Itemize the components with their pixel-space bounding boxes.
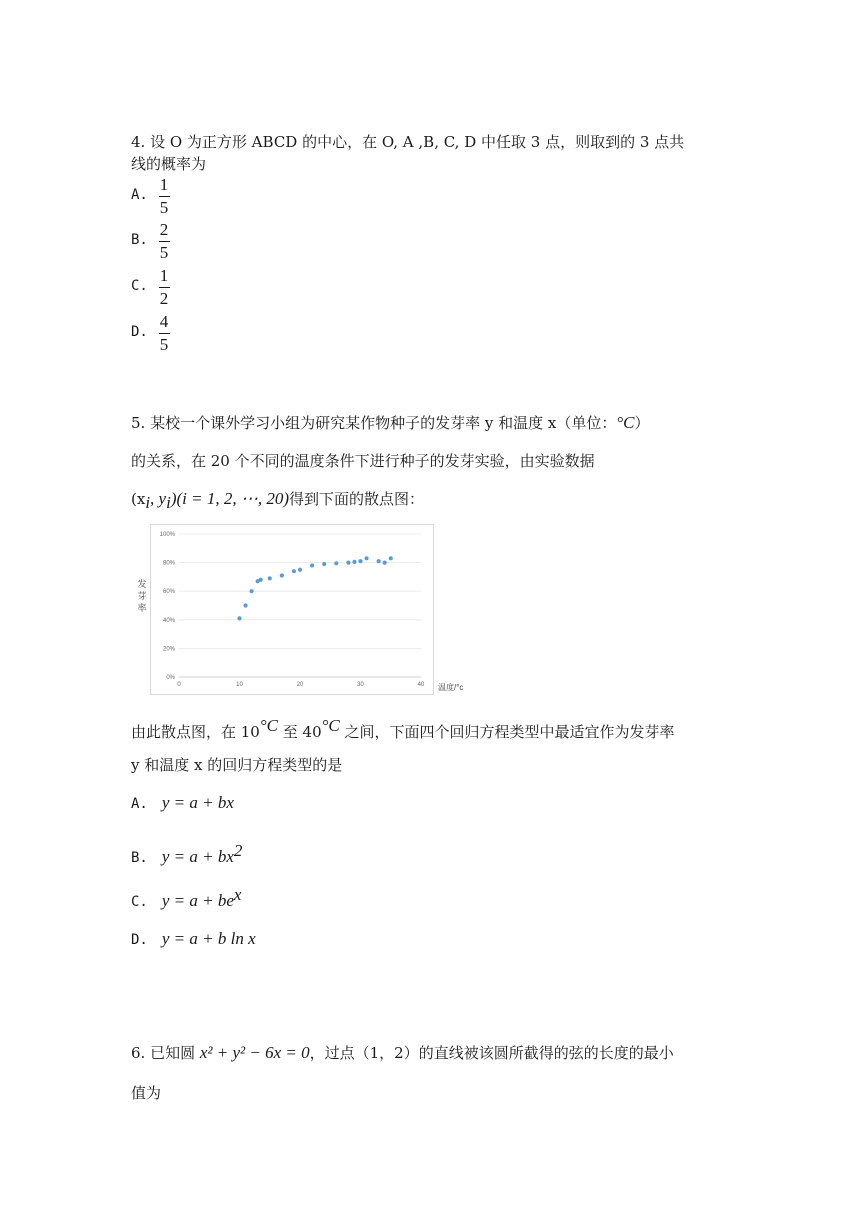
- q4-option-label: A.: [131, 187, 148, 203]
- q5-option-exponent: 2: [233, 841, 243, 860]
- x-axis-label: 温度/°c: [438, 683, 464, 692]
- x-tick-label: 20: [296, 682, 304, 688]
- q5-option-expression: y = a + bx: [161, 847, 234, 866]
- x-tick-label: 0: [177, 682, 181, 688]
- q4-option-fraction: [157, 313, 171, 354]
- x-tick-label: 10: [236, 682, 243, 688]
- data-point: [346, 561, 350, 565]
- fraction-numerator: 1: [159, 175, 169, 194]
- fraction-denominator: 5: [159, 335, 169, 354]
- q4-option-label: C.: [131, 278, 148, 294]
- y-tick-label: 80%: [162, 560, 175, 567]
- q6-line1: 6. 已知圆 x² + y² − 6x = 0，过点（1，2）的直线被该圆所截得的弦的长度的最小: [131, 1043, 674, 1062]
- q4-option-label: D.: [131, 324, 148, 340]
- q4-stem-line2: 线的概率为: [131, 155, 207, 173]
- data-point: [322, 562, 326, 566]
- q4-option-fraction: [157, 221, 171, 262]
- y-axis-label: [132, 578, 152, 614]
- q5-option-exponent: x: [233, 885, 242, 904]
- data-point: [334, 561, 338, 565]
- q5-option-label: C.: [131, 894, 148, 910]
- q4-option-fraction: [157, 176, 171, 217]
- y-tick-label: 20%: [162, 646, 175, 653]
- q5-option: [131, 841, 242, 867]
- q5-option-label: A.: [131, 796, 148, 812]
- fraction-bar: [159, 333, 170, 334]
- fraction-bar: [159, 196, 170, 197]
- data-point: [358, 559, 362, 563]
- q5-option: [131, 929, 256, 949]
- data-point: [377, 559, 381, 563]
- fraction-bar: [159, 241, 170, 242]
- q5-option: [131, 793, 234, 813]
- data-point: [250, 589, 254, 593]
- data-point: [259, 578, 263, 582]
- q5-option-label: B.: [131, 850, 148, 866]
- data-point: [292, 569, 296, 573]
- fraction-denominator: 5: [159, 198, 169, 217]
- q4-option-fraction: [157, 267, 171, 308]
- fraction-denominator: 2: [159, 289, 169, 308]
- q5-line3: ($x_i$, $y_i)(i = 1$, 2, ⋯, 20)得到下面的散点图：: [131, 489, 425, 512]
- y-tick-label: 40%: [162, 617, 175, 624]
- scatter-chart: [150, 524, 434, 695]
- q5-option-expression: y = a + bx: [161, 793, 234, 812]
- y-tick-label: 100%: [159, 532, 175, 538]
- q5-line1: 5. 某校一个课外学习小组为研究某作物种子的发芽率 y 和温度 x（单位：°C）: [131, 413, 650, 432]
- y-axis-label-char: 发: [137, 579, 147, 589]
- fraction-bar: [159, 287, 170, 288]
- x-tick-label: 40: [417, 682, 425, 688]
- q5-line2: 的关系，在 20 个不同的温度条件下进行种子的发芽实验，由实验数据: [131, 452, 595, 470]
- y-tick-label: 0%: [166, 675, 175, 681]
- data-point: [298, 568, 302, 572]
- data-point: [268, 576, 272, 580]
- y-tick-label: 60%: [162, 589, 175, 596]
- fraction-denominator: 5: [159, 243, 169, 262]
- y-axis-label-char: 率: [137, 603, 147, 613]
- data-point: [237, 616, 241, 620]
- fraction-numerator: 1: [159, 266, 169, 285]
- q4-option-label: B.: [131, 232, 148, 248]
- y-axis-label-char: 芽: [137, 591, 147, 601]
- q5-after-line2: y 和温度 x 的回归方程类型的是: [131, 756, 343, 774]
- data-point: [243, 603, 247, 607]
- x-tick-label: 30: [357, 682, 364, 688]
- scatter-plot-svg: [151, 525, 433, 694]
- data-point: [383, 561, 387, 565]
- q4-stem-line1: 4. 设 O 为正方形 ABCD 的中心，在 O, A ,B, C, D 中任取 3 点，则取到的 3 点共: [131, 133, 685, 151]
- fraction-numerator: 2: [159, 220, 169, 239]
- data-point: [389, 556, 393, 560]
- q6-line2: 值为: [131, 1084, 162, 1102]
- q5-after-line1: 由此散点图，在 $10^{^\circ C}$ 至 $40^{^\circ C}$ 之间，下面四个回归方程类型中最适宜作为发芽率: [131, 716, 675, 741]
- data-point: [310, 563, 314, 567]
- data-point: [280, 573, 284, 577]
- q5-option-label: D.: [131, 932, 148, 948]
- fraction-numerator: 4: [159, 312, 169, 331]
- q5-option-expression: y = a + be: [161, 891, 234, 910]
- data-point: [352, 560, 356, 564]
- q5-option-expression: y = a + b ln x: [161, 929, 256, 948]
- q5-option: [131, 885, 241, 911]
- data-point: [364, 556, 368, 560]
